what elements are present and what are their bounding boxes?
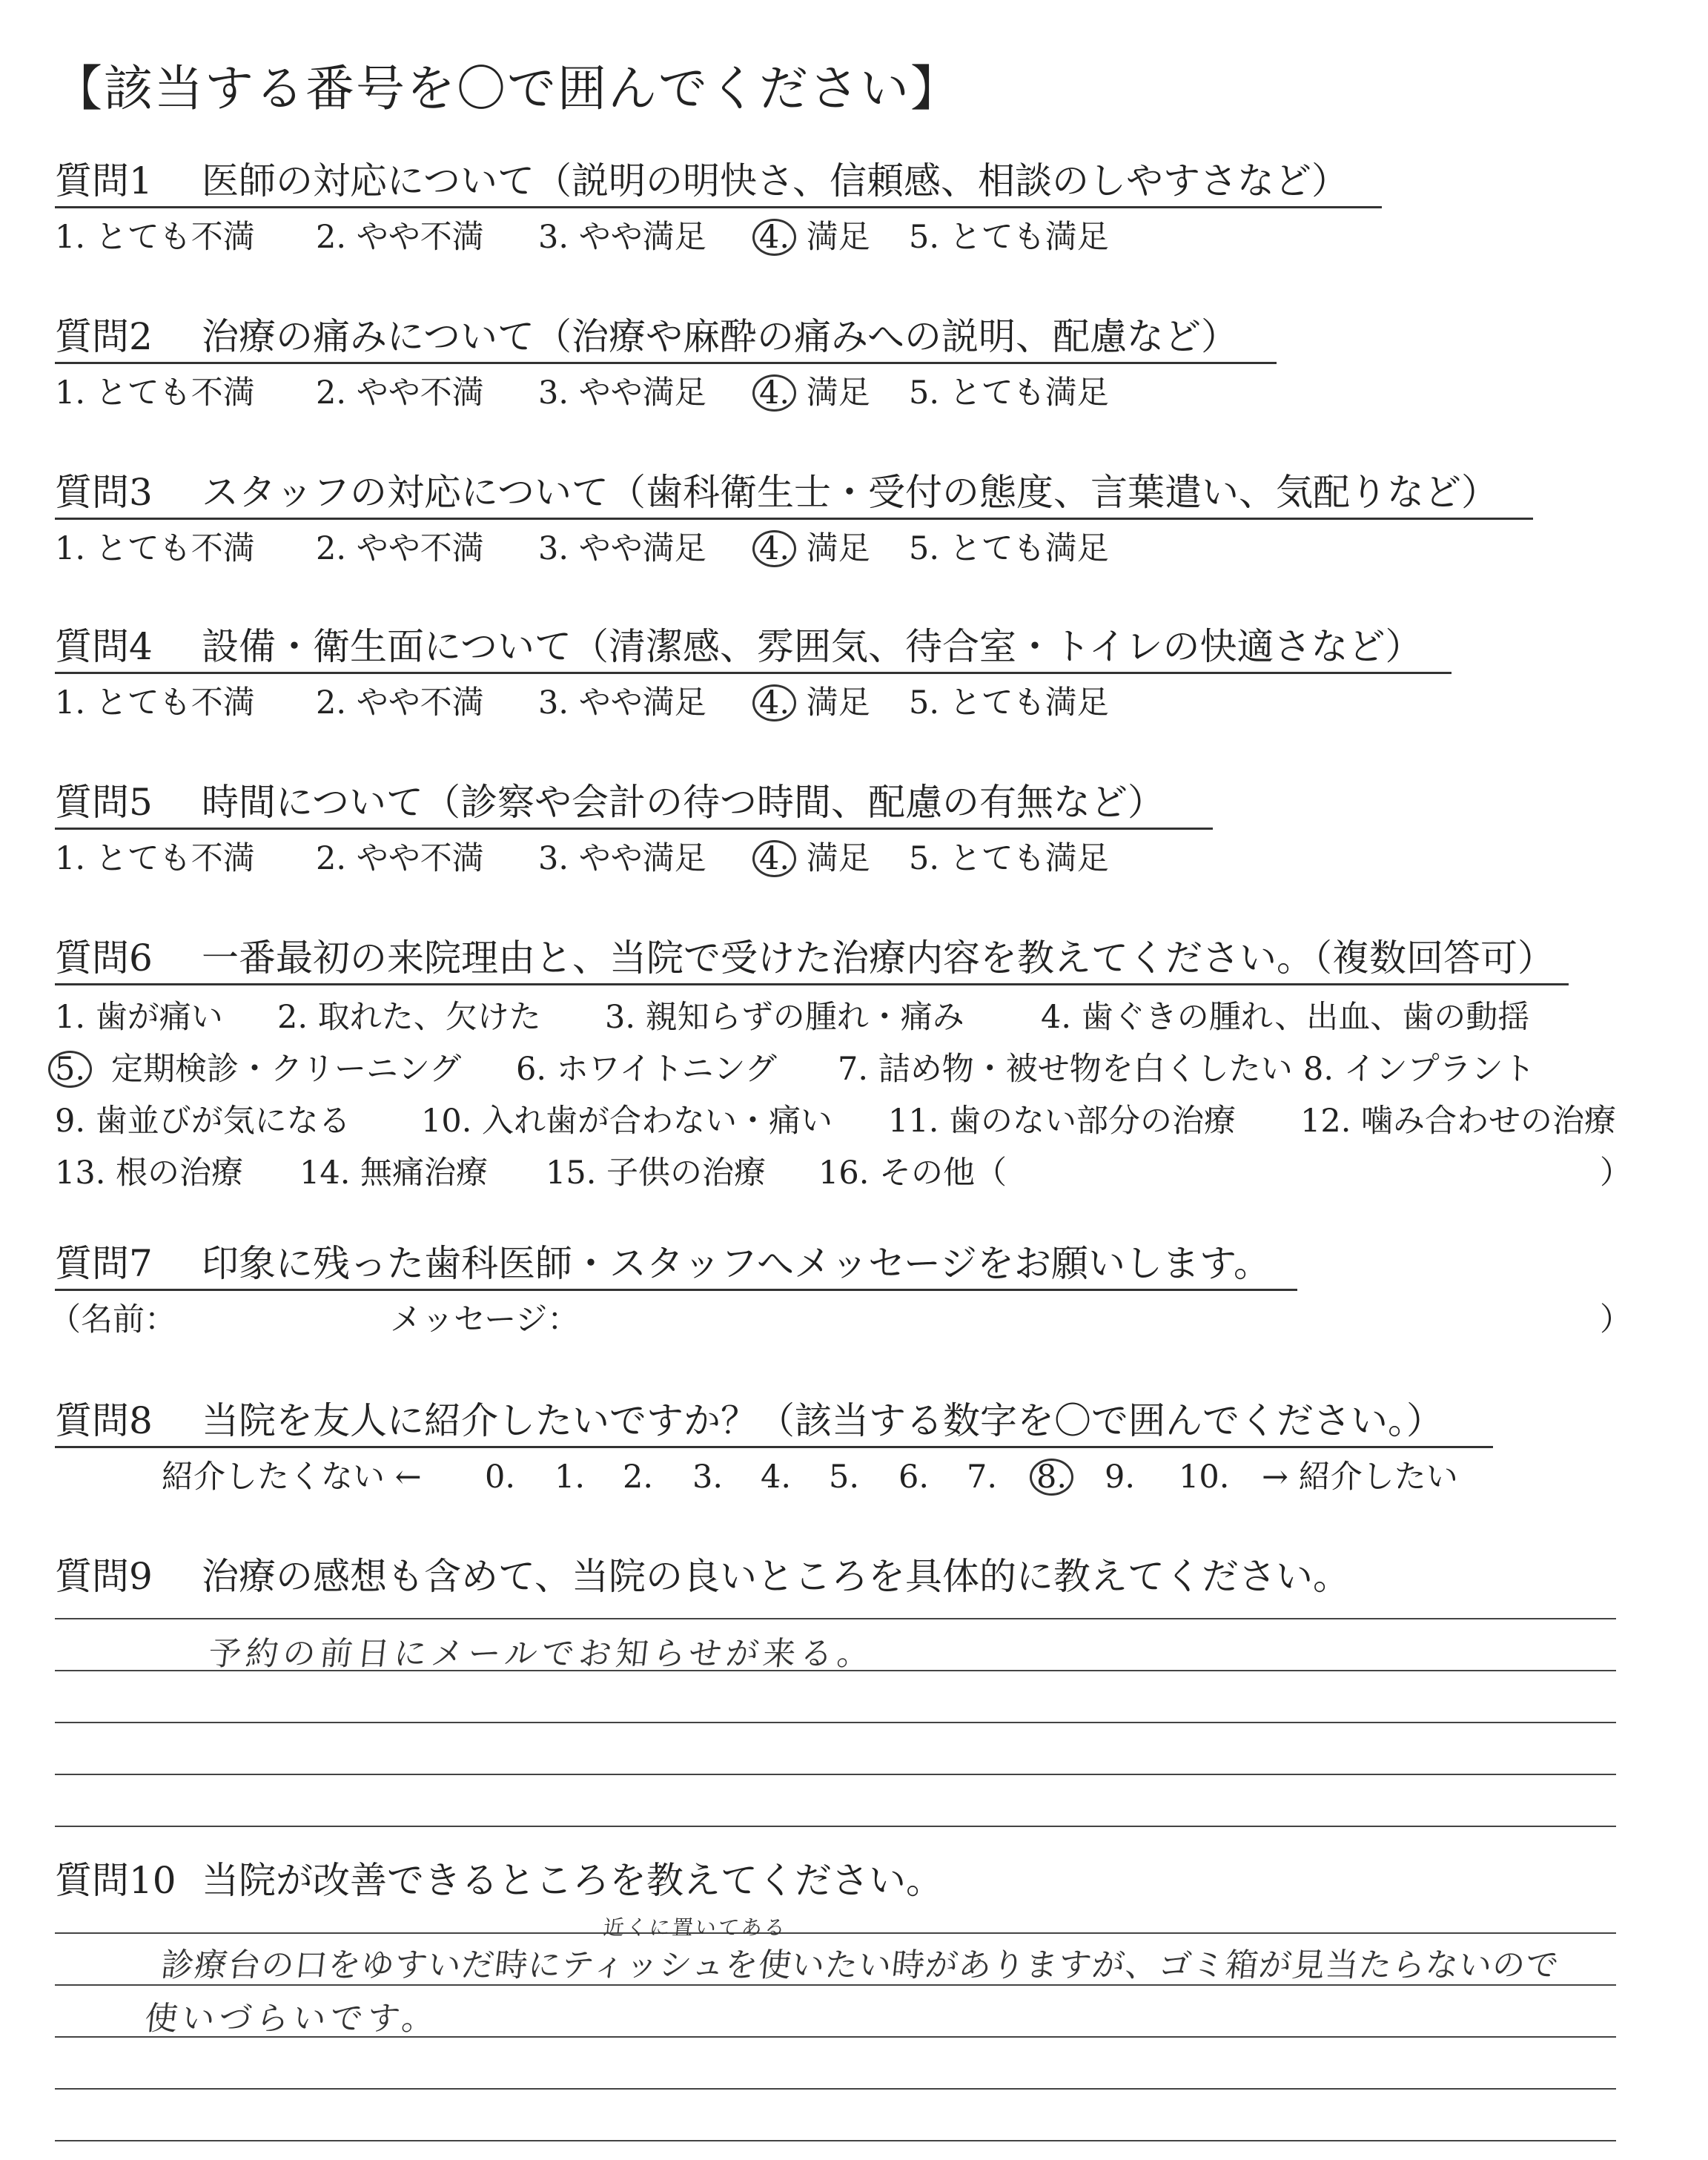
reason-option-1[interactable]: 1. 歯が痛い xyxy=(55,999,223,1036)
question-8-text: 当院を友人に紹介したいですか？（該当する数字を〇で囲んでください。） xyxy=(202,1399,1443,1442)
score-2[interactable]: 2. xyxy=(623,1459,654,1496)
score-10[interactable]: 10. xyxy=(1179,1459,1230,1496)
answer-line xyxy=(55,2088,1616,2090)
recommend-label: → 紹介したい xyxy=(1262,1459,1458,1496)
reason-option-6[interactable]: 6. ホワイトニング xyxy=(516,1051,777,1088)
question-6-number: 質問6 xyxy=(55,937,153,980)
score-3[interactable]: 3. xyxy=(692,1459,724,1496)
reason-option-12[interactable]: 12. 噛み合わせの治療 xyxy=(1300,1103,1617,1140)
question-8-number: 質問8 xyxy=(55,1399,153,1442)
question-9-number: 質問9 xyxy=(55,1555,153,1598)
handwritten-answer-q10-line-2[interactable]: 使いづらいです。 xyxy=(142,2000,441,2038)
reason-option-4[interactable]: 4. 歯ぐきの腫れ、出血、歯の動揺 xyxy=(1041,999,1530,1036)
score-5[interactable]: 5. xyxy=(829,1459,860,1496)
option-2[interactable]: 2. やや不満 xyxy=(316,219,484,256)
question-1-text: 医師の対応について（説明の明快さ、信頼感、相談のしやすさなど） xyxy=(202,159,1348,202)
answer-line xyxy=(55,1618,1616,1619)
option-4-selected[interactable] xyxy=(759,374,870,412)
option-5[interactable]: 5. とても満足 xyxy=(909,374,1109,412)
handwritten-insertion-q10[interactable]: 近くに置いてある xyxy=(602,1915,789,1940)
question-7-underline xyxy=(55,1289,1297,1291)
option-2[interactable]: 2. やや不満 xyxy=(316,530,484,567)
option-3[interactable]: 3. やや満足 xyxy=(538,374,706,412)
option-4-label: 満足 xyxy=(806,530,870,567)
option-5[interactable]: 5. とても満足 xyxy=(909,684,1109,721)
answer-line xyxy=(55,2140,1616,2141)
option-4-label: 満足 xyxy=(806,684,870,721)
circled-number: 4. xyxy=(752,840,796,877)
question-5-heading xyxy=(55,780,1165,825)
reason-option-13[interactable]: 13. 根の治療 xyxy=(55,1155,244,1192)
question-2-text: 治療の痛みについて（治療や麻酔の痛みへの説明、配慮など） xyxy=(202,315,1238,358)
option-4-label: 満足 xyxy=(806,374,870,412)
message-field-label: メッセージ： xyxy=(390,1301,580,1338)
question-3-text: スタッフの対応について（歯科衛生士・受付の態度、言葉遣い、気配りなど） xyxy=(202,471,1498,514)
option-1[interactable]: 1. とても不満 xyxy=(55,219,255,256)
question-8-underline xyxy=(55,1446,1493,1448)
survey-title: 【該当する番号を〇で囲んでください】 xyxy=(53,60,961,117)
option-2[interactable]: 2. やや不満 xyxy=(316,374,484,412)
option-1[interactable]: 1. とても不満 xyxy=(55,684,255,721)
question-9-text: 治療の感想も含めて、当院の良いところを具体的に教えてください。 xyxy=(202,1555,1350,1598)
reason-option-15[interactable]: 15. 子供の治療 xyxy=(546,1155,767,1192)
question-8-heading xyxy=(55,1398,1443,1443)
question-6-heading xyxy=(55,936,1555,980)
question-4-text: 設備・衛生面について（清潔感、雰囲気、待合室・トイレの快適さなど） xyxy=(202,625,1423,668)
option-5[interactable]: 5. とても満足 xyxy=(909,219,1109,256)
answer-line xyxy=(55,1774,1616,1775)
question-7-heading xyxy=(55,1241,1271,1286)
handwritten-answer-q10-line-1[interactable]: 診療台の口をゆすいだ時にティッシュを使いたい時がありますが、ゴミ箱が見当たらないので xyxy=(159,1946,1561,1984)
question-2-underline xyxy=(55,362,1277,364)
circled-number: 8. xyxy=(1030,1459,1073,1496)
question-5-underline xyxy=(55,828,1213,830)
circled-number: 5. xyxy=(48,1051,92,1088)
not-recommend-label: 紹介したくない ← xyxy=(162,1459,422,1496)
score-7[interactable]: 7. xyxy=(967,1459,998,1496)
option-3[interactable]: 3. やや満足 xyxy=(538,840,706,877)
answer-line xyxy=(55,1722,1616,1723)
question-4-underline xyxy=(55,672,1452,674)
reason-option-5-selected[interactable] xyxy=(55,1050,92,1089)
score-4[interactable]: 4. xyxy=(761,1459,792,1496)
question-10-text: 当院が改善できるところを教えてください。 xyxy=(202,1859,943,1902)
message-close-paren: ） xyxy=(1600,1301,1632,1338)
option-4-selected[interactable] xyxy=(759,529,870,568)
option-4-label: 満足 xyxy=(806,840,870,877)
option-3[interactable]: 3. やや満足 xyxy=(538,530,706,567)
circled-number: 4. xyxy=(752,684,796,721)
circled-number: 4. xyxy=(752,219,796,256)
option-1[interactable]: 1. とても不満 xyxy=(55,840,255,877)
reason-option-3[interactable]: 3. 親知らずの腫れ・痛み xyxy=(605,999,964,1036)
answer-line xyxy=(55,1932,1616,1934)
score-8-selected[interactable] xyxy=(1036,1458,1073,1496)
option-4-selected[interactable] xyxy=(759,684,870,722)
option-4-selected[interactable] xyxy=(759,839,870,878)
question-2-heading xyxy=(55,314,1238,359)
reason-option-10[interactable]: 10. 入れ歯が合わない・痛い xyxy=(421,1103,833,1140)
reason-option-9[interactable]: 9. 歯並びが気になる xyxy=(55,1103,351,1140)
option-4-label: 満足 xyxy=(806,219,870,256)
score-9[interactable]: 9. xyxy=(1105,1459,1136,1496)
handwritten-answer-q9[interactable]: 予約の前日にメールでお知らせが来る。 xyxy=(206,1635,877,1673)
score-1[interactable]: 1. xyxy=(555,1459,586,1496)
reason-option-14[interactable]: 14. 無痛治療 xyxy=(299,1155,489,1192)
question-4-number: 質問4 xyxy=(55,625,153,668)
question-9-heading xyxy=(55,1554,1350,1599)
option-4-selected[interactable] xyxy=(759,218,870,257)
score-0[interactable]: 0. xyxy=(485,1459,516,1496)
reason-option-5-label: 定期検診・クリーニング xyxy=(111,1051,462,1088)
reason-option-8[interactable]: 8. インプラント xyxy=(1303,1051,1535,1088)
reason-option-7[interactable]: 7. 詰め物・被せ物を白くしたい xyxy=(838,1051,1293,1088)
question-1-number: 質問1 xyxy=(55,159,153,202)
question-6-underline xyxy=(55,983,1569,985)
option-2[interactable]: 2. やや不満 xyxy=(316,684,484,721)
option-5[interactable]: 5. とても満足 xyxy=(909,530,1109,567)
question-3-underline xyxy=(55,518,1533,520)
question-3-heading xyxy=(55,470,1498,515)
option-3[interactable]: 3. やや満足 xyxy=(538,684,706,721)
option-2[interactable]: 2. やや不満 xyxy=(316,840,484,877)
option-1[interactable]: 1. とても不満 xyxy=(55,530,255,567)
other-close-paren: ） xyxy=(1600,1155,1632,1192)
circled-number: 4. xyxy=(752,530,796,567)
reason-option-11[interactable]: 11. 歯のない部分の治療 xyxy=(888,1103,1237,1140)
question-5-number: 質問5 xyxy=(55,781,153,824)
question-6-text: 一番最初の来院理由と、当院で受けた治療内容を教えてください。（複数回答可） xyxy=(202,937,1555,980)
question-5-text: 時間について（診察や会計の待つ時間、配慮の有無など） xyxy=(202,781,1165,824)
question-3-number: 質問3 xyxy=(55,471,153,514)
reason-option-16[interactable]: 16. その他（ xyxy=(818,1155,1007,1192)
option-5[interactable]: 5. とても満足 xyxy=(909,840,1109,877)
circled-number: 4. xyxy=(752,374,796,412)
question-1-underline xyxy=(55,206,1382,208)
name-field-label: （名前： xyxy=(49,1301,176,1338)
question-10-number: 質問10 xyxy=(55,1859,176,1902)
question-2-number: 質問2 xyxy=(55,315,153,358)
option-3[interactable]: 3. やや満足 xyxy=(538,219,706,256)
question-7-text: 印象に残った歯科医師・スタッフへメッセージをお願いします。 xyxy=(202,1242,1271,1285)
question-4-heading xyxy=(55,624,1423,669)
question-7-number: 質問7 xyxy=(55,1242,153,1285)
option-1[interactable]: 1. とても不満 xyxy=(55,374,255,412)
score-6[interactable]: 6. xyxy=(898,1459,930,1496)
question-1-heading xyxy=(55,159,1348,203)
question-10-heading xyxy=(55,1858,943,1903)
answer-line xyxy=(55,1826,1616,1827)
reason-option-2[interactable]: 2. 取れた、欠けた xyxy=(277,999,541,1036)
